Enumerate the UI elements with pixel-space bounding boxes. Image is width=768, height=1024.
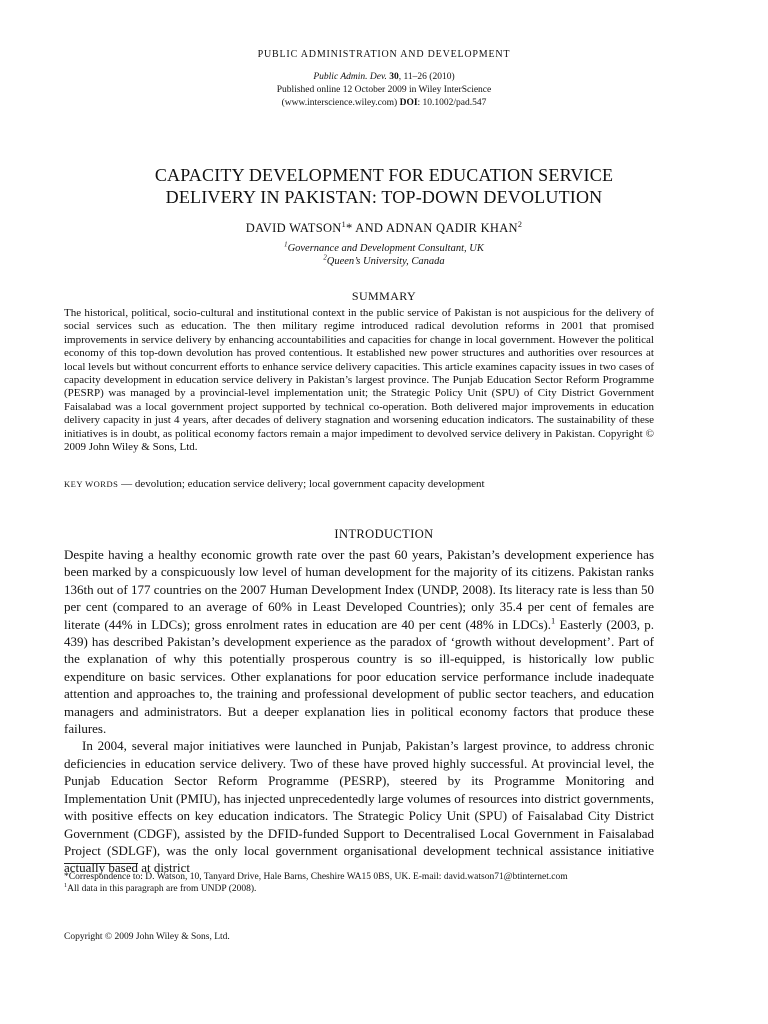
introduction-heading: INTRODUCTION	[334, 527, 434, 541]
paragraph-text: Despite having a healthy economic growth rate over the past 60 years, Pakistan’s development experience has been marked by a conspicuously low level of human development for the majority of its citizens. Pakistan ranks 136th out of 177 countries on the 2007 Human Development Index (UNDP, 2008). Its literacy rate is less than 50 per cent (compared to an average of 60% in Least Developed Countries); only 35.4 per cent of females are literate (44% in LDCs); gross enrolment rates in education are 40 per cent (48% in LDCs).	[64, 547, 654, 632]
citation-pages: , 11–26 (2010)	[398, 72, 455, 82]
affiliation	[0, 255, 768, 268]
affiliation-mark: 1	[341, 219, 346, 229]
affiliation-mark: 1	[284, 241, 288, 249]
journal-name: PUBLIC ADMINISTRATION AND DEVELOPMENT	[257, 49, 511, 60]
paragraph-text: Easterly (2003, p. 439) has described Pakistan’s development experience as the paradox of ‘growth without development’. Part of the explanation of why this potentially prosperous country is so ill-equipped, is historically low public expenditure on basic services. Other explanations for poor education service performance include inadequate attention and approaches to, the training and professional development of public sector teachers, and education managers and administrators. But a deeper explanation lies in political economy factors that produce these failures.	[64, 616, 654, 737]
keywords-text: devolution; education service delivery; local government capacity development	[134, 478, 485, 490]
footnote-correspondence: *Correspondence to: D. Watson, 10, Tanyard Drive, Hale Barns, Cheshire WA15 0BS, UK. E-mail: david.watson71@btinternet.com	[64, 872, 568, 882]
affiliation-mark: 2	[323, 254, 327, 262]
title-line: CAPACITY DEVELOPMENT FOR EDUCATION SERVICE	[154, 165, 614, 185]
correspondence-mark: *	[345, 221, 353, 235]
author-name: ADNAN QADIR KHAN	[386, 221, 518, 235]
affiliation-text: Queen’s University, Canada	[326, 256, 445, 267]
footnote	[64, 883, 684, 895]
footnote-text: All data in this paragraph are from UNDP (2008).	[67, 884, 257, 894]
publisher-url[interactable]: (www.interscience.wiley.com)	[281, 98, 400, 108]
doi-value[interactable]: : 10.1002/pad.547	[417, 98, 487, 108]
author-name: DAVID WATSON	[245, 221, 342, 235]
affiliation-text: Governance and Development Consultant, UK	[287, 243, 484, 254]
affiliation-mark: 2	[517, 219, 523, 229]
doi-label: DOI	[399, 98, 418, 108]
doi-line	[0, 97, 768, 110]
article-title	[0, 164, 768, 208]
introduction-body	[64, 546, 654, 877]
summary-abstract: The historical, political, socio-cultural and institutional context in the public service of Pakistan is not auspicious for the delivery of social services such as education. The then military regime introduced radical devolution reforms in 2001 that promised improvements in service delivery by enhancing accountabilities and capacities for change in local government. However the political economy of this top-down devolution has proved contentious. It established new power structures and authorities over resources at local levels but without concurrent efforts to enhance service delivery capacities. This article examines capacity issues in two cases of capacity development in education service delivery in Pakistan’s largest province. The Punjab Education Sector Reform Programme (PESRP) was managed by a provincial-level implementation unit; the Strategic Policy Unit (SPU) of City District Government Faisalabad was a local government project supported by technical co-operation. Both delivered major improvements in education delivery capacity in just 4 years, after decades of delivery stagnation and worsening education indicators. The sustainability of these initiatives is in doubt, as political economy factors remain a major impediment to devolved service delivery in Pakistan. Copyright © 2009 John Wiley & Sons, Ltd.	[64, 307, 654, 454]
footnote-ref[interactable]: 1	[551, 615, 556, 626]
body-paragraph	[64, 546, 654, 737]
title-line: DELIVERY IN PAKISTAN: TOP-DOWN DEVOLUTION	[165, 187, 603, 207]
affiliations	[0, 242, 768, 268]
footnote-divider	[64, 863, 138, 864]
published-line: Published online 12 October 2009 in Wiley InterScience	[276, 85, 492, 95]
copyright-footer: Copyright © 2009 John Wiley & Sons, Ltd.	[64, 932, 230, 942]
body-paragraph: In 2004, several major initiatives were launched in Punjab, Pakistan’s largest province, to address chronic deficiencies in education service delivery. Two of these have proved highly successful. At provincial level, the Punjab Education Sector Reform Programme (PESRP), steered by its Programme Monitoring and Implementation Unit (PMIU), has injected unprecedentedly large volumes of resources into district governments, with positive effects on key education indicators. The Strategic Policy Unit (SPU) of Faisalabad City District Government (CDGF), assisted by the DFID-funded Support to Decentralised Local Government in Faisalabad Project (SDLGF), was the only local government organisational development technical assistance initiative actually based at district	[64, 738, 654, 876]
citation-journal: Public Admin. Dev.	[313, 72, 387, 82]
keywords-line	[64, 478, 654, 491]
author-list	[0, 221, 768, 236]
footnotes	[64, 871, 684, 895]
affiliation	[0, 242, 768, 255]
footnote-mark: 1	[64, 882, 68, 889]
author-joiner: AND	[352, 221, 386, 235]
citation-volume: 30	[389, 72, 399, 82]
citation-line	[0, 71, 768, 84]
citation-block	[0, 71, 768, 110]
keywords-label: KEY WORDS	[64, 479, 119, 489]
summary-heading: SUMMARY	[351, 289, 417, 303]
keywords-separator: —	[118, 478, 135, 490]
